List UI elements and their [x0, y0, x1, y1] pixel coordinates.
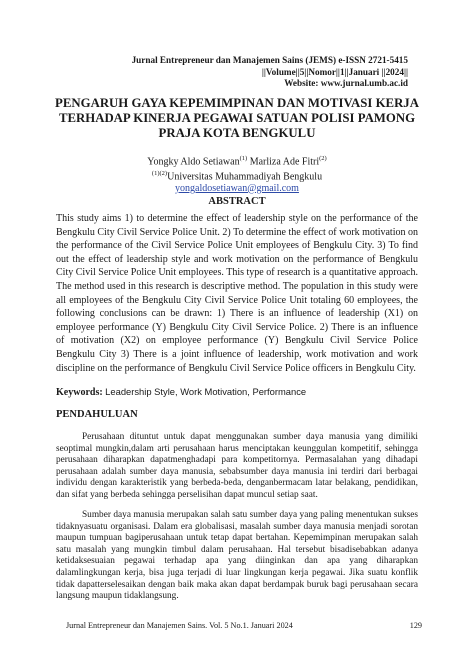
author-block [40, 153, 434, 194]
email-line [40, 183, 434, 195]
author-2: Marliza Ade Fitri [249, 156, 320, 168]
paper-title: PENGARUH GAYA KEPEMIMPINAN DAN MOTIVASI KERJA TERHADAP KINERJA PEGAWAI SATUAN POLISI PAMONG PRAJA KOTA BENGKULU [55, 96, 419, 140]
keywords-text: Leadership Style, Work Motivation, Performance [105, 386, 307, 397]
page-number: 129 [409, 621, 422, 630]
section-heading: PENDAHULUAN [56, 409, 138, 420]
paragraph-2: Sumber daya manusia merupakan salah satu sumber daya yang paling menentukan sukses tidaknyasuatu organisasi. Dalam era globalisasi, masalah sumber daya manusia menjadi sorotan maupun tumpuan bagiperusahaan untuk tetap dapat bertahan. Kepemimpinan merupakan salah satu masalah yang mungkin timbul dalam perusahaan. Hal tersebut bisadisebabkan adanya ketidaksesuaian pegawai terhadap apa yang diinginkan dan apa yang diharapkan dalamlingkungan kerja, bisa juga terjadi di luar lingkungan kerja pegawai. Jika suatu konflik tidak dapatterselesaikan dengan baik maka akan dapat berdampak buruk bagi perusahaan secara langsung maupun tidaklangsung. [56, 510, 418, 602]
abstract-text: This study aims 1) to determine the effect of leadership style on the performance of the Bengkulu City Civil Service Police Unit. 2) To determine the effect of work motivation on the performance of the Civil Service Police Unit employees of Bengkulu City. 3) To find out the effect of leadership style and work motivation on the performance of Bengkulu City Civil Service Police Unit employees. This type of research is a quantitative approach. The method used in this research is descriptive method. The population in this study were all employees of the Bengkulu City Civil Service Police Unit totaling 60 employees, the following conclusions can be drawn: 1) There is an influence of leadership (X1) on employee performance (Y) Bengkulu City Civil Service Police. 2) There is an influence of motivation (X2) on employee performance (Y) Bengkulu Civil Service Police Bengkulu City 3) There is a joint influence of leadership, work motivation and work discipline on the performance of Bengkulu Civil Service Police officers in Bengkulu City. [56, 213, 418, 374]
author-2-sup: (2) [319, 155, 327, 162]
author-1: Yongky Aldo Setiawan [147, 156, 240, 168]
journal-header-line3: Website: www.jurnal.umb.ac.id [284, 78, 408, 88]
journal-header-line2: ||Volume||5||Nomor||1||Januari ||2024|| [261, 66, 408, 77]
author-email-link[interactable]: yongaldosetiawan@gmail.com [175, 182, 299, 194]
keywords [56, 386, 418, 398]
affiliation-line [40, 168, 434, 183]
keywords-label: Keywords: [56, 387, 103, 398]
affiliation-sup: (1)(2) [151, 169, 168, 177]
paragraph-1: Perusahaan dituntut untuk dapat menggunakan sumber daya manusia yang dimiliki seoptimal mungkin,dalam arti perusahaan harus menciptakan keunggulan kompetitif, sehingga perusahaan diharapkan dapatmenghadapi para kompetitornya. Permasalahan yang dihadapi perusahaan adalah sumber daya manusia, sebabsumber daya manusia ini terdiri dari berbagai individu dengan karakteristik yang berbeda-beda, denganbermacam latar belakang, pendidikan, dan sifat yang berbeda sehingga perselisihan dapat muncul setiap saat. [56, 432, 418, 500]
journal-header-line1: Jurnal Entrepreneur dan Manajemen Sains (JEMS) e-ISSN 2721-5415 [131, 55, 408, 65]
journal-header [132, 55, 408, 90]
affiliation: Universitas Muhammadiyah Bengkulu [167, 171, 323, 183]
page-footer [66, 621, 422, 630]
footer-journal: Jurnal Entrepreneur dan Manajemen Sains. Vol. 5 No.1. Januari 2024 [66, 621, 293, 630]
author-1-sup: (1) [239, 155, 248, 162]
abstract-heading: ABSTRACT [208, 196, 266, 207]
author-line [40, 153, 434, 168]
